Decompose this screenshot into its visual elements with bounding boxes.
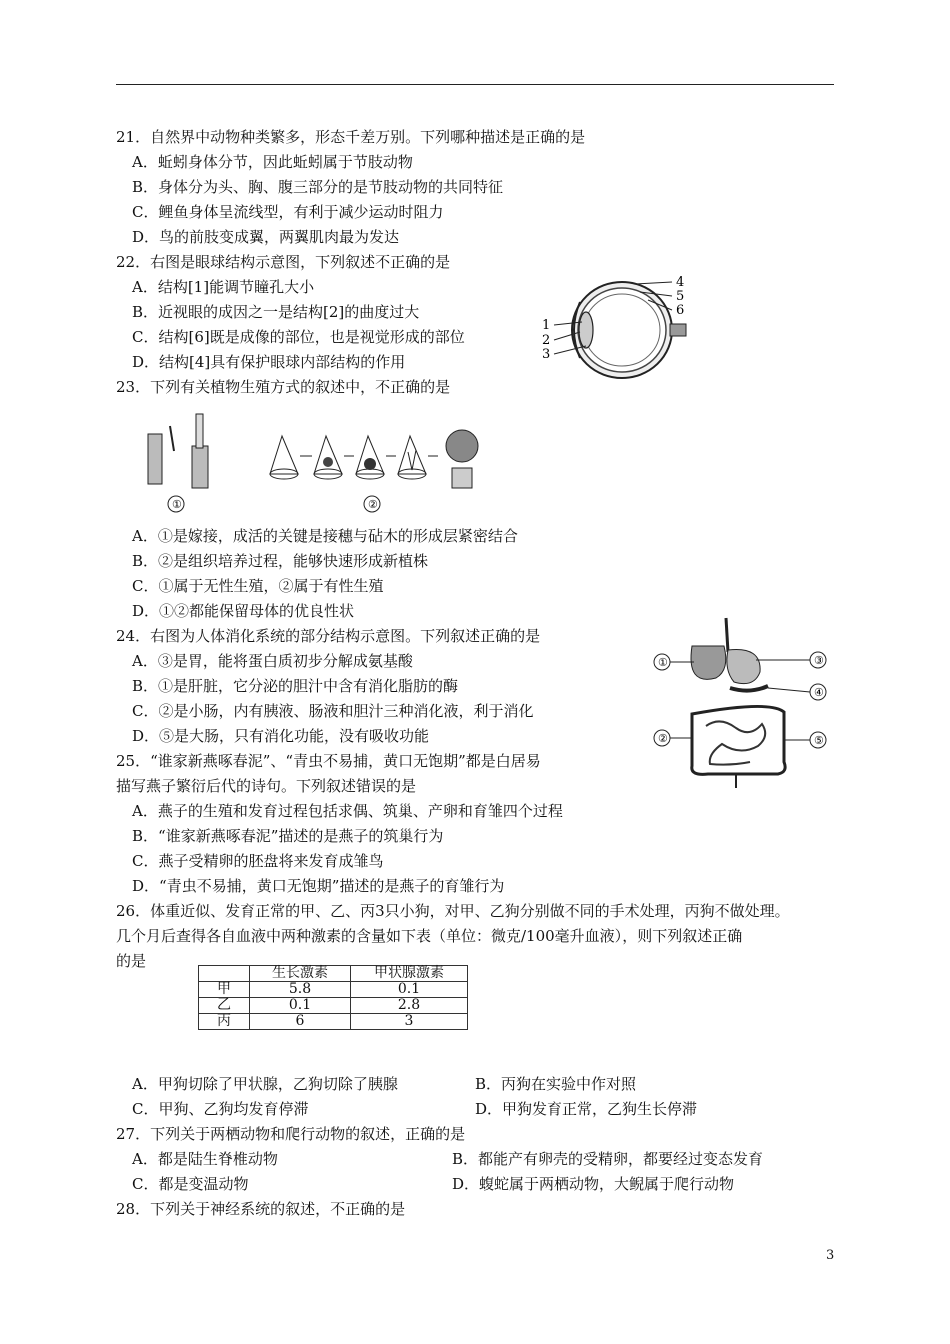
q22-option-c: C．结构[6]既是成像的部位，也是视觉形成的部位 — [132, 328, 465, 346]
q25-stem-cont: 描写燕子繁衍后代的诗句。下列叙述错误的是 — [116, 777, 417, 795]
q21-option-a: A．蚯蚓身体分节，因此蚯蚓属于节肢动物 — [132, 153, 413, 171]
q27-stem: 27．下列关于两栖动物和爬行动物的叙述，正确的是 — [116, 1125, 466, 1143]
header-rule — [116, 84, 834, 85]
q26-stem-end: 的是 — [116, 952, 147, 970]
q22-stem: 22．右图是眼球结构示意图，下列叙述不正确的是 — [116, 253, 451, 271]
eye-label-1: 1 — [542, 318, 551, 333]
digestive-label-3: ③ — [814, 654, 824, 667]
table-cell: 6 — [250, 1014, 351, 1030]
table-cell: 丙 — [199, 1014, 250, 1030]
q24-option-a: A．③是胃，能将蛋白质初步分解成氨基酸 — [132, 652, 413, 670]
plant-label-1: ① — [172, 498, 182, 511]
plant-reproduction-figure — [140, 406, 480, 516]
table-row — [199, 966, 468, 982]
q22-option-a: A．结构[1]能调节瞳孔大小 — [132, 278, 315, 296]
table-header-cell: 甲状腺激素 — [351, 966, 468, 982]
table-row — [199, 998, 468, 1014]
q25-option-d: D．“青虫不易捕，黄口无饱期”描述的是燕子的育雏行为 — [132, 877, 505, 895]
q27-option-b: B．都能产有卵壳的受精卵，都要经过变态发育 — [452, 1150, 764, 1168]
eye-label-6: 6 — [676, 303, 685, 318]
table-cell: 2.8 — [351, 998, 468, 1014]
q25-option-b: B．“谁家新燕啄春泥”描述的是燕子的筑巢行为 — [132, 827, 444, 845]
eye-label-2: 2 — [542, 333, 551, 348]
table-cell: 0.1 — [250, 998, 351, 1014]
hormone-table — [198, 965, 468, 1030]
table-row — [199, 982, 468, 998]
digestive-system-diagram — [650, 616, 830, 792]
q26-option-c: C．甲狗、乙狗均发育停滞 — [132, 1100, 309, 1118]
q21-option-d: D．鸟的前肢变成翼，两翼肌肉最为发达 — [132, 228, 400, 246]
plant-label-2: ② — [368, 498, 378, 511]
q26-option-b: B．丙狗在实验中作对照 — [475, 1075, 637, 1093]
digestive-label-4: ④ — [814, 686, 824, 699]
q23-option-b: B．②是组织培养过程，能够快速形成新植株 — [132, 552, 429, 570]
eye-diagram — [540, 272, 690, 384]
table-cell: 3 — [351, 1014, 468, 1030]
q26-option-d: D．甲狗发育正常，乙狗生长停滞 — [475, 1100, 698, 1118]
q24-option-b: B．①是肝脏，它分泌的胆汁中含有消化脂肪的酶 — [132, 677, 459, 695]
q24-option-c: C．②是小肠，内有胰液、肠液和胆汁三种消化液，利于消化 — [132, 702, 534, 720]
table-header-cell: 生长激素 — [250, 966, 351, 982]
q24-stem: 24．右图为人体消化系统的部分结构示意图。下列叙述正确的是 — [116, 627, 541, 645]
q27-option-c: C．都是变温动物 — [132, 1175, 249, 1193]
q24-option-d: D．⑤是大肠，只有消化功能，没有吸收功能 — [132, 727, 430, 745]
q23-stem: 23．下列有关植物生殖方式的叙述中，不正确的是 — [116, 378, 451, 396]
q21-stem: 21．自然界中动物种类繁多，形态千差万别。下列哪种描述是正确的是 — [116, 128, 586, 146]
page-number: 3 — [826, 1248, 835, 1263]
table-cell: 5.8 — [250, 982, 351, 998]
q26-option-a: A．甲狗切除了甲状腺，乙狗切除了胰腺 — [132, 1075, 398, 1093]
table-cell: 甲 — [199, 982, 250, 998]
eye-label-5: 5 — [676, 289, 685, 304]
eye-label-3: 3 — [542, 347, 551, 362]
q26-stem: 26．体重近似、发育正常的甲、乙、丙3只小狗，对甲、乙狗分别做不同的手术处理，丙狗不做处理。 — [116, 902, 790, 920]
q22-option-d: D．结构[4]具有保护眼球内部结构的作用 — [132, 353, 406, 371]
q21-option-b: B．身体分为头、胸、腹三部分的是节肢动物的共同特征 — [132, 178, 504, 196]
q27-option-d: D．蝮蛇属于两栖动物，大鲵属于爬行动物 — [452, 1175, 735, 1193]
table-header-cell — [199, 966, 250, 982]
q25-option-c: C．燕子受精卵的胚盘将来发育成雏鸟 — [132, 852, 384, 870]
table-row — [199, 1014, 468, 1030]
table-cell: 0.1 — [351, 982, 468, 998]
q25-option-a: A．燕子的生殖和发育过程包括求偶、筑巢、产卵和育雏四个过程 — [132, 802, 563, 820]
q27-option-a: A．都是陆生脊椎动物 — [132, 1150, 278, 1168]
q23-option-a: A．①是嫁接，成活的关键是接穗与砧木的形成层紧密结合 — [132, 527, 518, 545]
q26-stem-cont: 几个月后查得各自血液中两种激素的含量如下表（单位：微克/100毫升血液），则下列叙述正确 — [116, 927, 743, 945]
q25-stem: 25．“谁家新燕啄春泥”、“青虫不易捕，黄口无饱期”都是白居易 — [116, 752, 541, 770]
digestive-label-5: ⑤ — [814, 734, 824, 747]
table-cell: 乙 — [199, 998, 250, 1014]
digestive-label-1: ① — [658, 656, 668, 669]
q23-option-c: C．①属于无性生殖，②属于有性生殖 — [132, 577, 384, 595]
digestive-label-2: ② — [658, 732, 668, 745]
q28-stem: 28．下列关于神经系统的叙述，不正确的是 — [116, 1200, 406, 1218]
q23-option-d: D．①②都能保留母体的优良性状 — [132, 602, 355, 620]
eye-label-4: 4 — [676, 275, 685, 290]
q22-option-b: B．近视眼的成因之一是结构[2]的曲度过大 — [132, 303, 420, 321]
q21-option-c: C．鲤鱼身体呈流线型，有利于减少运动时阻力 — [132, 203, 444, 221]
